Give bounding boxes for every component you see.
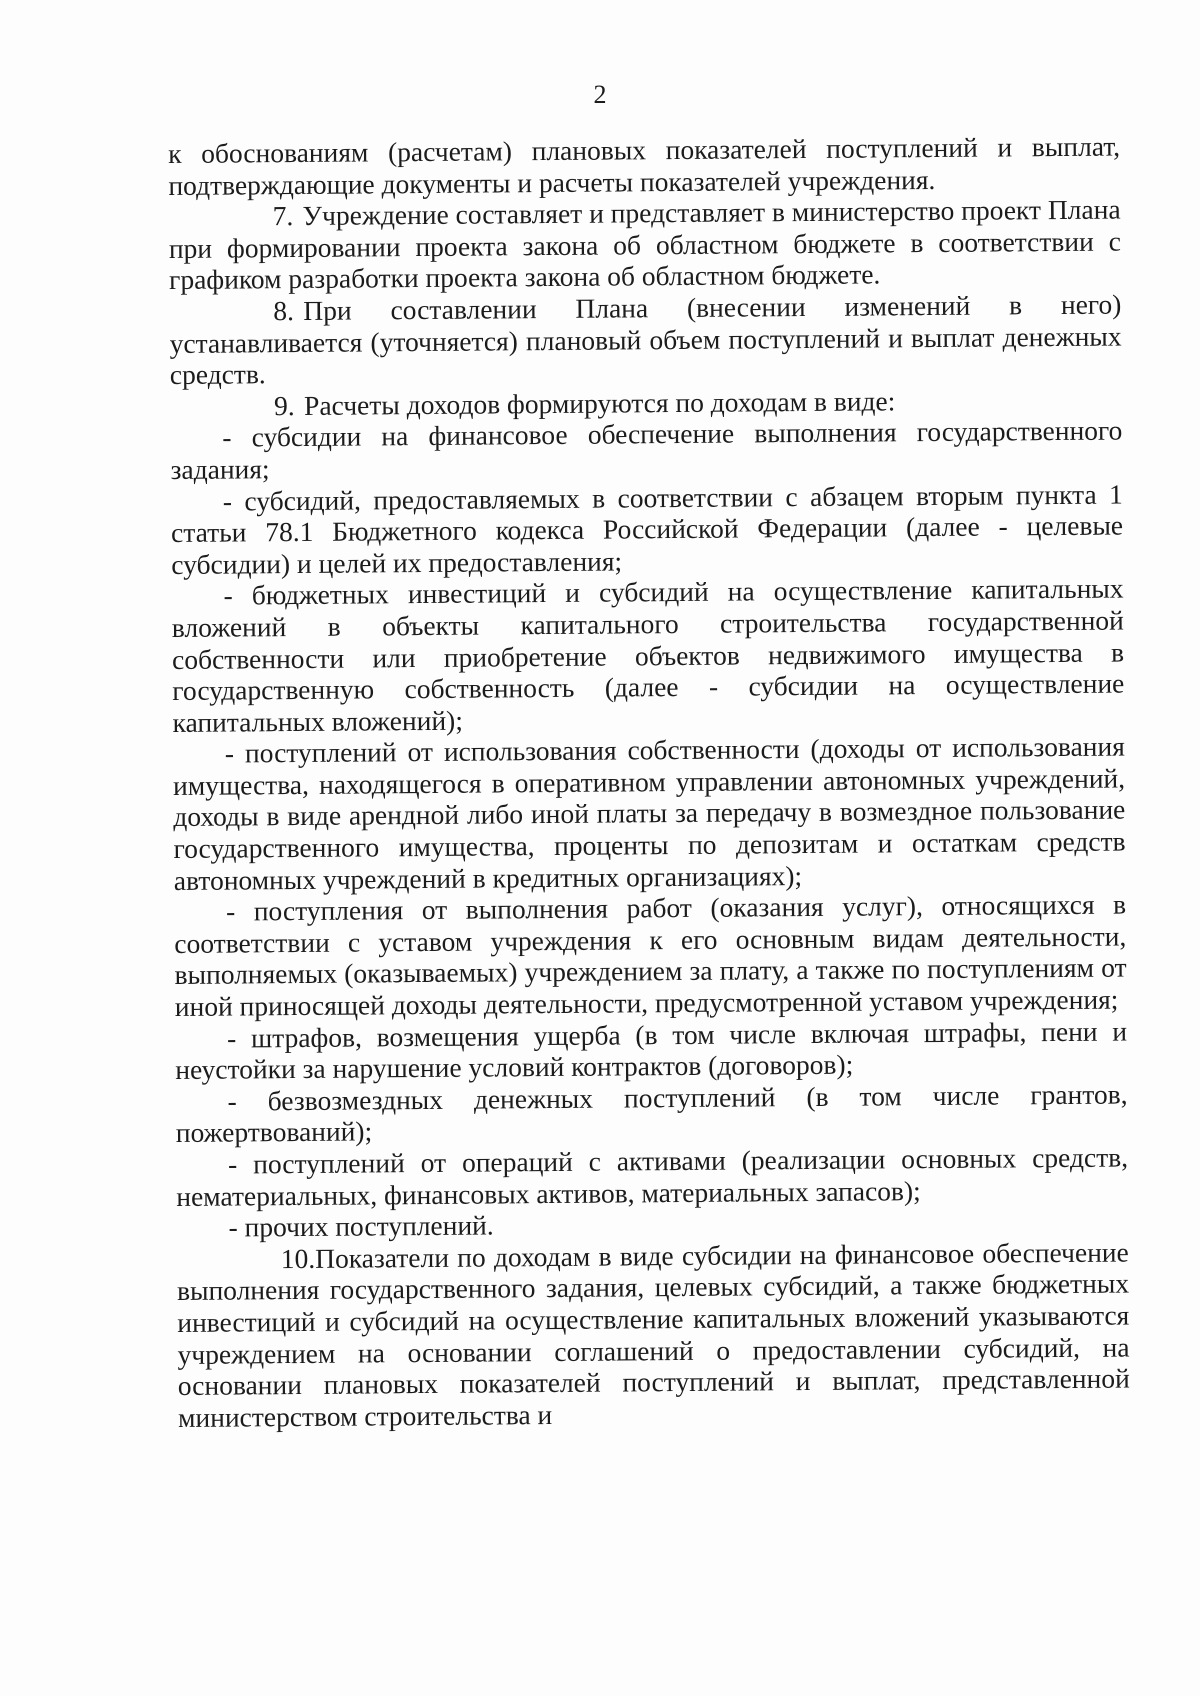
list-item-text: - поступления от выполнения работ (оказания услуг), относящихся в соответствии с уставом учреждения к его основным видам деятельности, выполняемых (оказываемых) учреждением за плату, а также по поступлениям от иной приносящей доходы деятельности, предусмотренной уставом учреждения; xyxy=(174,888,1127,1023)
paragraph-text: Расчеты доходов формируются по доходам в виде: xyxy=(303,385,896,421)
list-item-text: - прочих поступлений. xyxy=(228,1209,494,1243)
paragraph-number: 7. xyxy=(272,200,294,232)
list-item-asset-operations xyxy=(176,1141,1128,1212)
paragraph-number: 10. xyxy=(280,1242,316,1274)
list-item-capital-investments xyxy=(171,573,1124,738)
paragraph-text: к обоснованиям (расчетам) плановых показателей поступлений и выплат, подтверждающие документы и расчеты показателей учреждения. xyxy=(168,130,1121,201)
list-item-target-subsidies xyxy=(171,478,1124,580)
list-item-text: - безвозмездных денежных поступлений (в том числе грантов, пожертвований); xyxy=(175,1078,1128,1149)
paragraph-text: Учреждение составляет и представляет в министерство проект Плана при формировании проекта закона об областном бюджете в соответствии с графиком разработки проекта закона об областном бюджете. xyxy=(168,193,1121,296)
list-item-text: - поступлений от операций с активами (реализации основных средств, нематериальных, финансовых активов, материальных запасов); xyxy=(176,1141,1129,1212)
paragraph-number: 9. xyxy=(273,389,295,421)
paragraph-text: При составлении Плана (внесении изменений в него) устанавливается (уточняется) плановый объем поступлений и выплат денежных средств. xyxy=(169,288,1122,391)
paragraph-item-10 xyxy=(177,1236,1130,1433)
list-item-text: - субсидий, предоставляемых в соответствии с абзацем вторым пункта 1 статьи 78.1 Бюджетного кодекса Российской Федерации (далее - целевые субсидии) и целей их предоставления; xyxy=(170,478,1124,580)
list-item-subsidy-state-task xyxy=(170,415,1122,486)
list-item-property-income xyxy=(173,731,1126,896)
paragraph-item-7 xyxy=(168,194,1121,296)
list-item-fines xyxy=(175,1015,1127,1086)
paragraph-text: Показатели по доходам в виде субсидии на финансовое обеспечение выполнения государственного задания, целевых субсидий, а также бюджетных инвестиций и субсидий на осуществление капитальных вложений указываются учреждением на основании соглашений о предоставлении субсидий, на основании плановых показателей поступлений и выплат, представленной министерством строительства и xyxy=(176,1236,1130,1433)
list-item-text: - субсидии на финансовое обеспечение выполнения государственного задания; xyxy=(170,414,1123,485)
page-number: 2 xyxy=(593,80,607,109)
list-item-text: - штрафов, возмещения ущерба (в том числе включая штрафы, пени и неустойки за нарушение условий контрактов (договоров); xyxy=(175,1015,1128,1086)
document-body xyxy=(168,131,1130,1434)
paragraph-number: 8. xyxy=(273,294,295,327)
list-item-grants xyxy=(175,1078,1127,1149)
list-item-text: - бюджетных инвестиций и субсидий на осуществление капитальных вложений в объекты капитального строительства государственной собственности или приобретение объектов недвижимого имущества в государственную собственность (далее - субсидии на осуществление капитальных вложений); xyxy=(171,572,1125,738)
list-item-text: - поступлений от использования собственности (доходы от использования имущества, находящегося в оперативном управлении автономных учреждений, доходы в виде арендной либо иной платы за передачу в возмездное пользование государственного имущества, проценты по депозитам и остаткам средств автономных учреждений в кредитных организациях); xyxy=(172,730,1126,896)
paragraph-continuation xyxy=(168,131,1120,202)
list-item-services-income xyxy=(174,889,1127,1023)
paragraph-item-8 xyxy=(169,288,1122,390)
